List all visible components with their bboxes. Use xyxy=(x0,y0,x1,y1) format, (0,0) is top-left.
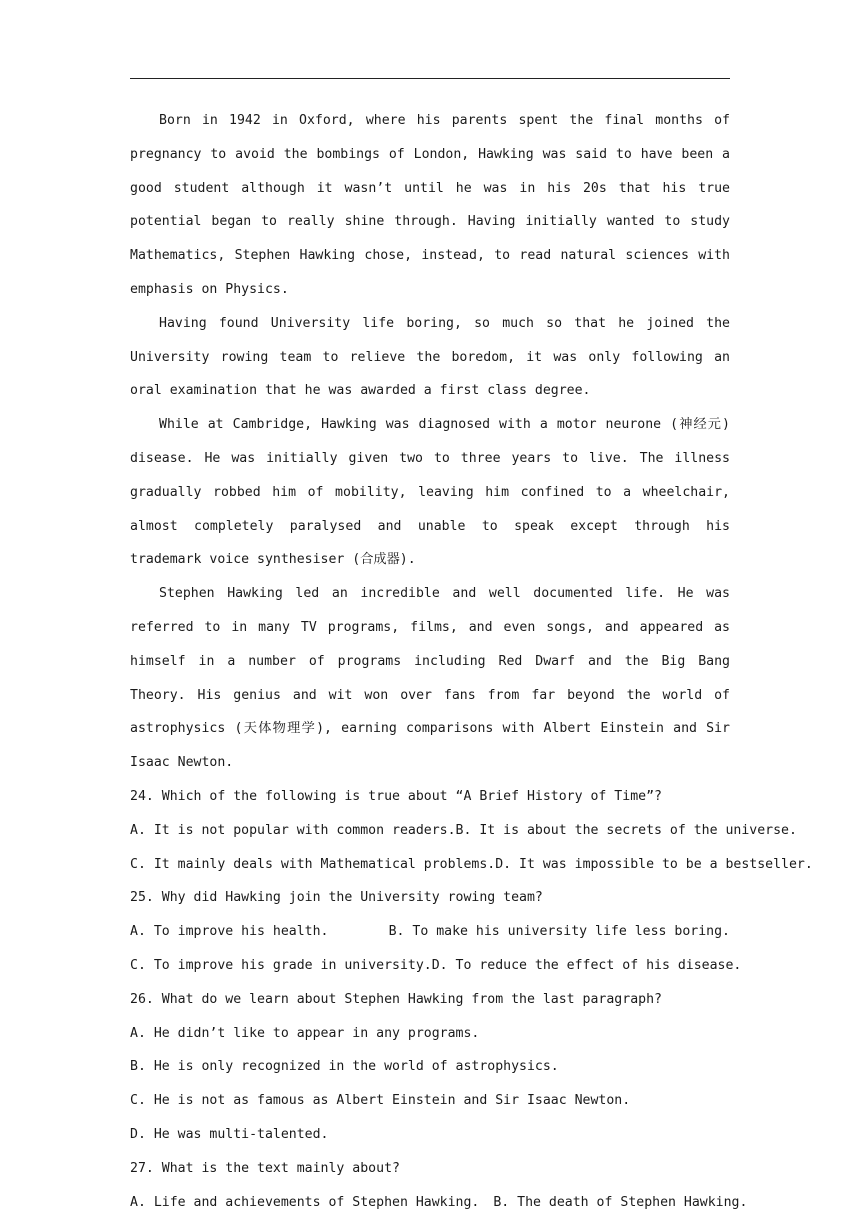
question-27-options-row-1 xyxy=(130,1186,730,1219)
question-25-options-row-1 xyxy=(130,915,730,949)
question-25-stem: 25. Why did Hawking join the University rowing team? xyxy=(130,881,730,915)
question-26-option-c: C. He is not as famous as Albert Einstein and Sir Isaac Newton. xyxy=(130,1084,730,1118)
document-body xyxy=(130,104,730,1219)
passage-paragraph-1: Born in 1942 in Oxford, where his parents spent the final months of pregnancy to avoid the bombings of London, Hawking was said to have been a good student although it wasn’t until he was in his 20s that his true potential began to really shine through. Having initially wanted to study Mathematics, Stephen Hawking chose, instead, to read natural sciences with emphasis on Physics. xyxy=(130,104,730,307)
question-24-option-b: B. It is about the secrets of the universe. xyxy=(456,814,797,848)
question-25-option-d: D. To reduce the effect of his disease. xyxy=(432,949,742,983)
passage-paragraph-3: While at Cambridge, Hawking was diagnosed with a motor neurone (神经元) disease. He was initially given two to three years to live. The illness gradually robbed him of mobility, leaving him confined to a wheelchair, almost completely paralysed and unable to speak except through his trademark voice synthesiser (合成器). xyxy=(130,408,730,577)
question-25-options-row-2 xyxy=(130,949,730,983)
question-26-option-b: B. He is only recognized in the world of astrophysics. xyxy=(130,1050,730,1084)
question-24-option-c: C. It mainly deals with Mathematical problems. xyxy=(130,848,495,882)
question-24-option-d: D. It was impossible to be a bestseller. xyxy=(495,848,813,882)
question-25-option-c: C. To improve his grade in university. xyxy=(130,949,432,983)
question-25-option-a: A. To improve his health. xyxy=(130,915,329,949)
question-24-stem: 24. Which of the following is true about “A Brief History of Time”? xyxy=(130,780,730,814)
question-25-option-b: B. To make his university life less boring. xyxy=(389,915,730,949)
question-27-option-a: A. Life and achievements of Stephen Hawking. xyxy=(130,1186,479,1219)
question-27-stem: 27. What is the text mainly about? xyxy=(130,1152,730,1186)
question-26-option-d: D. He was multi-talented. xyxy=(130,1118,730,1152)
header-rule xyxy=(130,78,730,79)
question-26-option-a: A. He didn’t like to appear in any programs. xyxy=(130,1017,730,1051)
question-24-option-a: A. It is not popular with common readers. xyxy=(130,814,456,848)
question-24-options-row-1 xyxy=(130,814,730,848)
question-27-option-b: B. The death of Stephen Hawking. xyxy=(493,1186,747,1219)
question-26-stem: 26. What do we learn about Stephen Hawking from the last paragraph? xyxy=(130,983,730,1017)
passage-paragraph-2: Having found University life boring, so much so that he joined the University rowing team to relieve the boredom, it was only following an oral examination that he was awarded a first class degree. xyxy=(130,307,730,408)
question-24-options-row-2 xyxy=(130,848,730,882)
passage-paragraph-4: Stephen Hawking led an incredible and well documented life. He was referred to in many TV programs, films, and even songs, and appeared as himself in a number of programs including Red Dwarf and the Big Bang Theory. His genius and wit won over fans from far beyond the world of astrophysics (天体物理学), earning comparisons with Albert Einstein and Sir Isaac Newton. xyxy=(130,577,730,780)
